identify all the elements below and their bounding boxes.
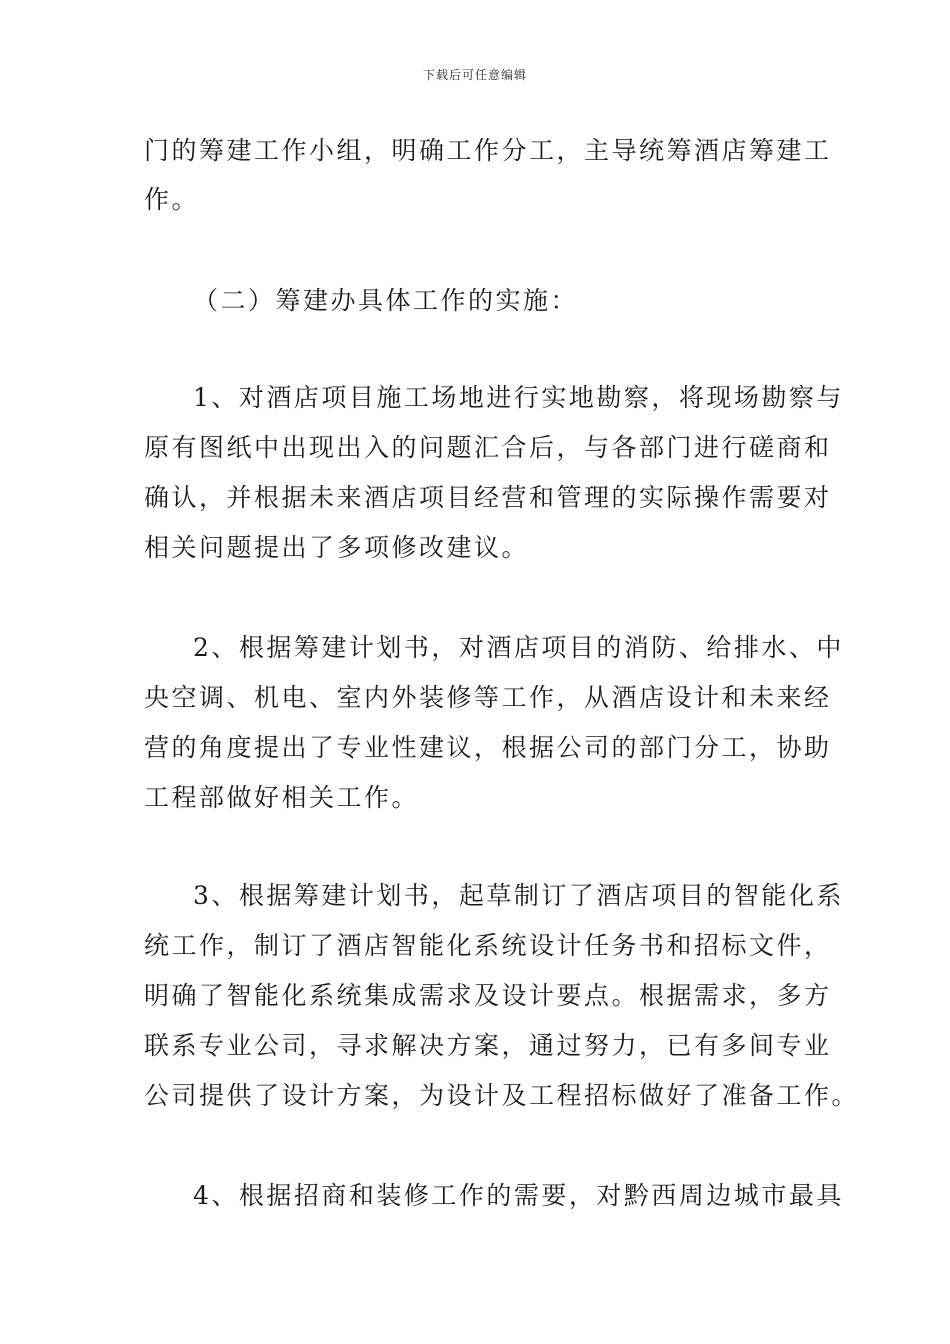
text-line: 确认，并根据未来酒店项目经营和管理的实际操作需要对 bbox=[144, 483, 832, 512]
text-line: 1、对酒店项目施工场地进行实地勘察，将现场勘察与 bbox=[193, 383, 844, 412]
text-line: 公司提供了设计方案，为设计及工程招标做好了准备工作。 bbox=[144, 1081, 860, 1110]
section-heading: （二）筹建办具体工作的实施： bbox=[193, 286, 579, 315]
text-line: 门的筹建工作小组，明确工作分工，主导统筹酒店筹建工 bbox=[144, 136, 832, 165]
text-line: 3、根据筹建计划书，起草制订了酒店项目的智能化系 bbox=[193, 881, 844, 910]
text-line: 4、根据招商和装修工作的需要，对黔西周边城市最具 bbox=[193, 1181, 844, 1210]
text-line: 营的角度提出了专业性建议，根据公司的部门分工，协助 bbox=[144, 733, 832, 762]
text-line: 联系专业公司，寻求解决方案，通过努力，已有多间专业 bbox=[144, 1031, 832, 1060]
text-line: 原有图纸中出现出入的问题汇合后，与各部门进行磋商和 bbox=[144, 433, 832, 462]
text-line: 明确了智能化系统集成需求及设计要点。根据需求，多方 bbox=[144, 981, 832, 1010]
text-line: 工程部做好相关工作。 bbox=[144, 783, 420, 812]
text-line: 相关问题提出了多项修改建议。 bbox=[144, 533, 530, 562]
text-line: 作。 bbox=[144, 185, 200, 214]
text-line: 统工作，制订了酒店智能化系统设计任务书和招标文件， bbox=[144, 931, 832, 960]
text-line: 2、根据筹建计划书，对酒店项目的消防、给排水、中 bbox=[193, 633, 844, 662]
text-line: 央空调、机电、室内外装修等工作，从酒店设计和未来经 bbox=[144, 683, 832, 712]
page-header-note: 下载后可任意编辑 bbox=[422, 68, 527, 82]
